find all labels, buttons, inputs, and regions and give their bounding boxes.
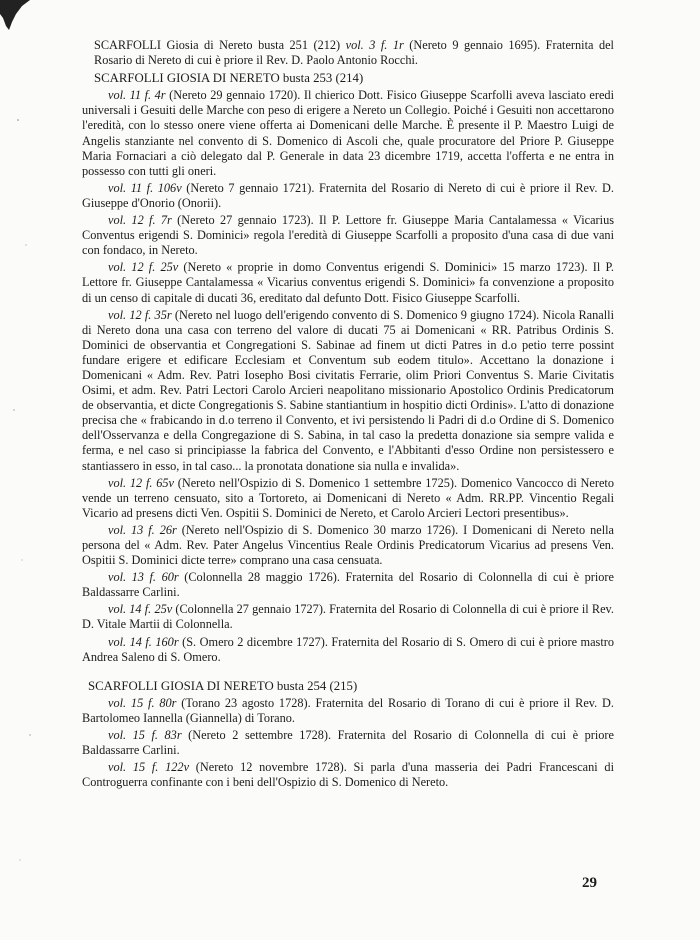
entry-text: (Nereto 2 settembre 1728). Fraternita del Rosario di Colonnella di cui è priore Baldassarre Carlini.: [82, 728, 614, 758]
entry-text: (Colonnella 28 maggio 1726). Fraternita del Rosario di Colonnella di cui è priore Baldassarre Carlini.: [82, 570, 614, 600]
entry-reference: vol. 14 f. 25v: [108, 602, 173, 617]
entry-text: (Nereto 29 gennaio 1720). Il chierico Dott. Fisico Giuseppe Scarfolli aveva lasciato eredi universali i Gesuiti delle Marche con peso di erigere a Nereto un Collegio. Poiché i Gesuiti non accettarono l'eredità, con lo stesso onere viene offerta ai Domenicani delle Marche. È presente il P. Maestro Luigi de Angelis stanziante nel convento di S. Domenico di Ascoli che, quale procuratore del Priore P. Giuseppe Maria Fornaciari a ciò delegato dal P. Generale in data 23 dicembre 1719, accetta l'offerta e ne entra in possesso con tutti gli oneri.: [82, 88, 615, 178]
entry-reference: vol. 15 f. 83r: [108, 728, 182, 743]
archive-entry: [82, 476, 614, 521]
section-253-entries: [82, 88, 614, 664]
archive-entry: [82, 213, 614, 258]
entry-reference: vol. 15 f. 80r: [108, 695, 177, 710]
entry-text: (Nereto 12 novembre 1728). Si parla d'una masseria dei Padri Francescani di Controguerra confinante con i beni dell'Ospizio di S. Domenico di Nereto.: [82, 760, 614, 790]
archive-entry: [82, 308, 614, 474]
header-entry: SCARFOLLI Giosia di Nereto busta 251 (212) vol. 3 f. 1r (Nereto 9 gennaio 1695). Fraternita del Rosario di Nereto di cui è priore il Rev. D. Paolo Antonio Rocchi.: [94, 38, 614, 68]
archive-entry: [82, 181, 614, 211]
entry-text: (Nereto 7 gennaio 1721). Fraternita del Rosario di Nereto di cui è priore il Rev. D. Giuseppe d'Onorio (Onorii).: [82, 180, 614, 210]
entry-reference: vol. 13 f. 60r: [108, 570, 179, 585]
archive-entry: [82, 728, 614, 758]
archive-entry: [82, 523, 614, 568]
archive-entry: [82, 635, 614, 665]
entry-text: (Nereto « proprie in domo Conventus erigendi S. Dominici» 15 marzo 1723). Il P. Lettore fr. Giuseppe Cantalamessa « Vicarius conventus erigendi S. Dominici» fa convenzione a proposito di un censo di capitale di ducati 36, ereditato dal defunto Dott. Fisico Giuseppe Scarfolli.: [82, 260, 614, 305]
archive-entry: [82, 760, 614, 790]
archive-entry: [82, 260, 614, 305]
entry-reference: vol. 12 f. 65v: [108, 475, 174, 490]
entry-text: (S. Omero 2 dicembre 1727). Fraternita del Rosario di S. Omero di cui è priore mastro Andrea Saleno di S. Omero.: [82, 634, 615, 664]
entry-text: (Torano 23 agosto 1728). Fraternita del Rosario di Torano di cui è priore il Rev. D. Bartolomeo Iannella (Giannella) di Torano.: [82, 695, 614, 725]
section-title-254: SCARFOLLI GIOSIA DI NERETO busta 254 (215): [88, 678, 358, 693]
archive-entry: [82, 602, 614, 632]
section-254-entries: [82, 696, 614, 791]
entry-reference: vol. 14 f. 160r: [108, 634, 179, 649]
entry-text: (Nereto 27 gennaio 1723). Il P. Lettore fr. Giuseppe Maria Cantalamessa « Vicarius Conventus erigendi S. Dominici» regola l'eredità di Giuseppe Scarfolli a proposito d'una casa di due vani con fondaco, in Nereto.: [82, 213, 614, 258]
entry-reference: vol. 12 f. 7r: [108, 213, 172, 228]
entry-reference: vol. 12 f. 25v: [108, 260, 179, 275]
entry-text: (Nereto nel luogo dell'erigendo convento di S. Domenico 9 giugno 1724). Nicola Ranalli di Nereto dona una casa con terreno del valore di ducati 75 ai Domenicani « RR. Patribus Ordinis S. Dominici de observantia et Congregationi S. Sabinae ad finem ut dicti Patres in d.o petio terre possint fundare erigere et edificare Ecclesiam et Conventum sub eodem titulo». Accettano la donazione i Domenicani « Adm. Rev. Patri Iosepho Bosi civitatis Ferrarie, olim Priori Conventus S. Marie Civitatis Osimi, et adm. Rev. Patri Lectori Carolo Arcieri neapolitano missionario Apostolico Ordinis Predicatorum de observantia, et dicte Congregationis S. Sabine stantiantium in hospitio dicti Ordinis». L'atto di donazione precisa che « frabicando in d.o terreno il Convento, et ivi persistendo li Padri di d.o Ordine di S. Domenico dell'Osservanza e della Congregazione di S. Sabina, in tal caso la predetta donazione sia sempre valida e ferma, e nel caso si principiasse la fabrica del Convento, e l'Abbitanti d'esso Ordine non persistessero e stantiassero in esso, in tal caso... la pronotata donatione sia nulla e invalida».: [82, 307, 614, 473]
entry-text: (Colonnella 27 gennaio 1727). Fraternita del Rosario di Colonnella di cui è priore il Rev. D. Vitale Martii di Colonnella.: [82, 602, 614, 632]
section-title-253: SCARFOLLI GIOSIA DI NERETO busta 253 (214): [94, 71, 364, 86]
entry-text: (Nereto nell'Ospizio di S. Domenico 30 marzo 1726). I Domenicani di Nereto nella persona del « Adm. Rev. Pater Angelus Vincentius Reale Ordinis Predicatorum Vicarius ad presens Ven. Ospitii S. Dominici dicte terre» comprano una casa censuata.: [82, 522, 614, 568]
entry-reference: vol. 12 f. 35r: [108, 307, 172, 322]
archive-entry: [82, 696, 614, 726]
entry-text: (Nereto nell'Ospizio di S. Domenico 1 settembre 1725). Domenico Vancocco di Nereto vende un terreno censuato, sito a Tortoreto, ai Domenicani di Nereto « Adm. RR.PP. Vincentio Regali Vicario ad presens dicti Ven. Ospitii S. Dominici de Nereto, et Carolo Arcieri Lectori presentibus».: [82, 475, 614, 520]
entry-reference: vol. 15 f. 122v: [108, 760, 190, 775]
archive-entry: [82, 570, 614, 600]
document-body: [82, 38, 614, 790]
page-corner-shadow: [0, 0, 34, 34]
entry-reference: vol. 11 f. 4r: [108, 88, 166, 103]
scan-noise: [0, 0, 90, 940]
archive-entry: [82, 88, 614, 179]
entry-reference: vol. 11 f. 106v: [108, 180, 182, 195]
entry-reference: vol. 13 f. 26r: [108, 522, 177, 537]
page-number: 29: [582, 875, 597, 891]
